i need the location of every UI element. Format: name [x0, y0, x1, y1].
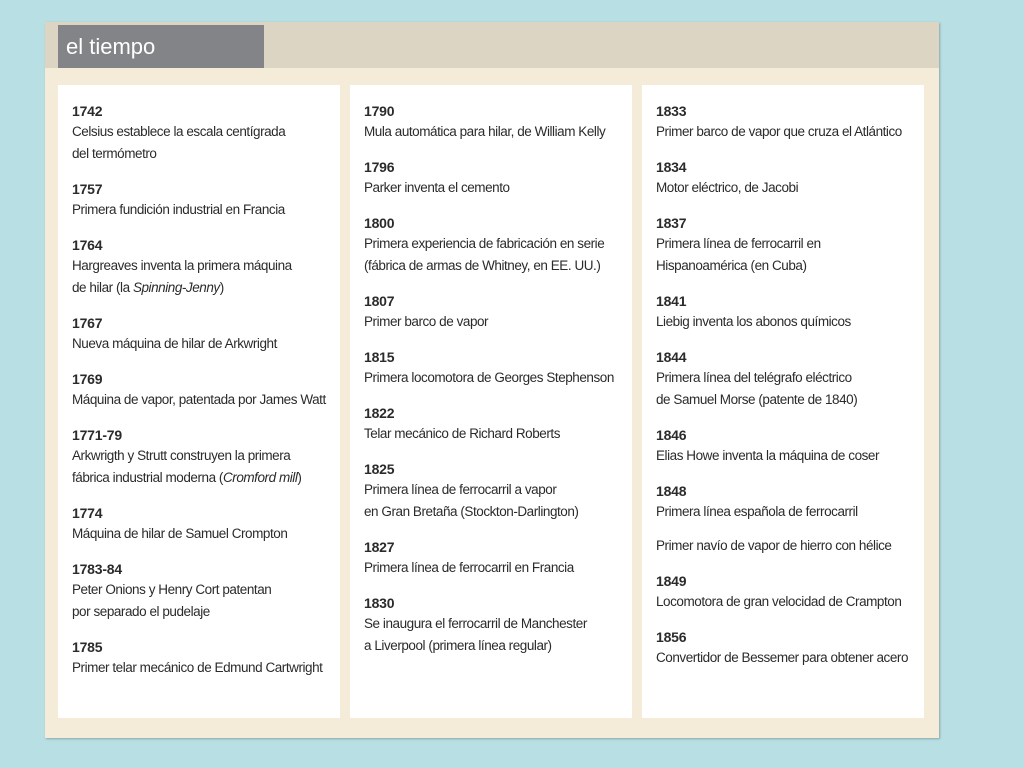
entry-line: [72, 333, 330, 355]
entry-line: [72, 389, 330, 411]
entry-line: [364, 613, 622, 635]
entry-year: 1846: [656, 427, 687, 443]
entry-text: Motor eléctrico, de Jacobi: [656, 180, 799, 195]
entry-line: [364, 255, 622, 277]
entry-line: [656, 121, 914, 143]
entry-year: 1769: [72, 371, 103, 387]
entry-line: [656, 367, 914, 389]
entry-year: 1800: [364, 215, 395, 231]
entry-description: [364, 121, 622, 143]
entry-text: del termómetro: [72, 146, 157, 161]
timeline-entry: [656, 535, 914, 557]
timeline-entry: [364, 347, 622, 389]
entry-year: 1790: [364, 103, 395, 119]
entry-year: 1771-79: [72, 427, 122, 443]
entry-year: 1833: [656, 103, 687, 119]
entry-text: Celsius establece la escala centígrada: [72, 124, 286, 139]
header-band: [45, 22, 939, 68]
entry-line: [72, 255, 330, 277]
entry-line: [656, 311, 914, 333]
entry-year: 1827: [364, 539, 395, 555]
timeline-entry: [72, 235, 330, 299]
entry-description: [656, 591, 914, 613]
entry-description: [72, 657, 330, 679]
entry-text: Primera locomotora de Georges Stephenson: [364, 370, 614, 385]
entry-line: [364, 233, 622, 255]
entry-text: Elias Howe inventa la máquina de coser: [656, 448, 880, 463]
entry-text: Primera línea de ferrocarril a vapor: [364, 482, 557, 497]
entry-text: de Samuel Morse (patente de 1840): [656, 392, 858, 407]
entry-line: [72, 579, 330, 601]
entry-text: ): [297, 470, 302, 485]
entry-line: [656, 591, 914, 613]
entry-text: ): [219, 280, 224, 295]
entry-line: [656, 501, 914, 523]
entry-description: [364, 479, 622, 523]
timeline-entry: [364, 593, 622, 657]
timeline-entry: [364, 403, 622, 445]
entry-line: [72, 523, 330, 545]
entry-text: Locomotora de gran velocidad de Crampton: [656, 594, 902, 609]
entry-description: [364, 311, 622, 333]
timeline-entry: [364, 157, 622, 199]
entry-year: 1774: [72, 505, 103, 521]
timeline-entry: [72, 425, 330, 489]
timeline-entry: [656, 101, 914, 143]
entry-year: 1825: [364, 461, 395, 477]
entry-description: [72, 199, 330, 221]
entry-line: [72, 467, 330, 489]
entry-line: [364, 423, 622, 445]
entry-description: [72, 255, 330, 299]
entry-text: Peter Onions y Henry Cort patentan: [72, 582, 272, 597]
timeline-entry: [656, 571, 914, 613]
entry-line: [656, 535, 914, 557]
entry-text: Nueva máquina de hilar de Arkwright: [72, 336, 277, 351]
entry-line: [364, 501, 622, 523]
entry-line: [72, 601, 330, 623]
entry-description: [72, 333, 330, 355]
entry-text: Hargreaves inventa la primera máquina: [72, 258, 292, 273]
entry-text: a Liverpool (primera línea regular): [364, 638, 552, 653]
entry-text: Primera línea española de ferrocarril: [656, 504, 858, 519]
timeline-entry: [72, 369, 330, 411]
timeline-entry: [656, 291, 914, 333]
timeline-entry: [656, 481, 914, 523]
timeline-entry: [72, 637, 330, 679]
entry-year: 1837: [656, 215, 687, 231]
timeline-entry: [72, 313, 330, 355]
timeline-entry: [72, 179, 330, 221]
panel-title: el tiempo: [58, 25, 264, 68]
entry-year: 1785: [72, 639, 103, 655]
entry-text: Liebig inventa los abonos químicos: [656, 314, 851, 329]
entry-description: [364, 177, 622, 199]
entry-line: [72, 445, 330, 467]
entry-italic-text: Spinning-Jenny: [132, 280, 220, 295]
entry-line: [656, 445, 914, 467]
entry-description: [72, 389, 330, 411]
entry-text: (fábrica de armas de Whitney, en EE. UU.): [364, 258, 601, 273]
entry-line: [656, 647, 914, 669]
entry-text: Parker inventa el cemento: [364, 180, 510, 195]
entry-text: por separado el pudelaje: [72, 604, 210, 619]
entry-line: [656, 255, 914, 277]
entry-line: [72, 199, 330, 221]
entry-italic-text: Cromford mill: [222, 470, 298, 485]
entry-text: Primer telar mecánico de Edmund Cartwright: [72, 660, 323, 675]
timeline-entry: [364, 213, 622, 277]
entry-text: Se inaugura el ferrocarril de Manchester: [364, 616, 587, 631]
entry-line: [364, 367, 622, 389]
entry-description: [656, 121, 914, 143]
entry-text: Primera fundición industrial en Francia: [72, 202, 285, 217]
entry-description: [364, 557, 622, 579]
entry-description: [364, 233, 622, 277]
entry-text: Máquina de vapor, patentada por James Watt: [72, 392, 326, 407]
timeline-entry: [72, 503, 330, 545]
entry-description: [72, 579, 330, 623]
timeline-column-1: [58, 85, 340, 718]
entry-year: 1815: [364, 349, 395, 365]
entry-text: Primera experiencia de fabricación en serie: [364, 236, 605, 251]
entry-year: 1848: [656, 483, 687, 499]
entry-description: [364, 613, 622, 657]
entry-description: [656, 367, 914, 411]
entry-line: [364, 479, 622, 501]
timeline-column-2: [350, 85, 632, 718]
entry-description: [364, 367, 622, 389]
entry-year: 1844: [656, 349, 687, 365]
entry-description: [656, 647, 914, 669]
entry-description: [656, 233, 914, 277]
entry-year: 1742: [72, 103, 103, 119]
entry-text: Primera línea de ferrocarril en: [656, 236, 821, 251]
timeline-column-3: [642, 85, 924, 718]
entry-description: [656, 501, 914, 523]
entry-year: 1783-84: [72, 561, 122, 577]
timeline-entry: [72, 559, 330, 623]
entry-text: Primer navío de vapor de hierro con hélice: [656, 538, 892, 553]
timeline-entry: [656, 627, 914, 669]
timeline-entry: [364, 101, 622, 143]
entry-line: [72, 657, 330, 679]
entry-text: fábrica industrial moderna (: [72, 470, 223, 485]
entry-text: Mula automática para hilar, de William Kelly: [364, 124, 606, 139]
timeline-entry: [364, 537, 622, 579]
entry-line: [656, 389, 914, 411]
entry-text: de hilar (la: [72, 280, 133, 295]
entry-text: en Gran Bretaña (Stockton-Darlington): [364, 504, 579, 519]
entry-description: [656, 535, 914, 557]
entry-text: Telar mecánico de Richard Roberts: [364, 426, 560, 441]
entry-line: [72, 143, 330, 165]
entry-description: [656, 177, 914, 199]
entry-line: [656, 177, 914, 199]
entry-text: Hispanoamérica (en Cuba): [656, 258, 807, 273]
entry-description: [656, 445, 914, 467]
entry-description: [656, 311, 914, 333]
entry-year: 1757: [72, 181, 103, 197]
timeline-entry: [656, 347, 914, 411]
entry-year: 1841: [656, 293, 687, 309]
entry-year: 1849: [656, 573, 687, 589]
timeline-panel: [45, 22, 939, 738]
entry-line: [656, 233, 914, 255]
entry-year: 1856: [656, 629, 687, 645]
entry-description: [72, 523, 330, 545]
timeline-entry: [364, 291, 622, 333]
entry-text: Primera línea de ferrocarril en Francia: [364, 560, 574, 575]
entry-description: [72, 445, 330, 489]
entry-year: 1830: [364, 595, 395, 611]
entry-description: [364, 423, 622, 445]
timeline-entry: [364, 459, 622, 523]
entry-line: [364, 635, 622, 657]
entry-text: Primer barco de vapor que cruza el Atlántico: [656, 124, 902, 139]
timeline-entry: [656, 157, 914, 199]
entry-text: Primera línea del telégrafo eléctrico: [656, 370, 852, 385]
entry-year: 1767: [72, 315, 103, 331]
entry-line: [364, 311, 622, 333]
entry-text: Convertidor de Bessemer para obtener acero: [656, 650, 908, 665]
entry-line: [72, 121, 330, 143]
entry-line: [364, 121, 622, 143]
entry-year: 1764: [72, 237, 103, 253]
entry-year: 1822: [364, 405, 395, 421]
entry-year: 1834: [656, 159, 687, 175]
entry-year: 1807: [364, 293, 395, 309]
entry-year: 1796: [364, 159, 395, 175]
timeline-entry: [656, 425, 914, 467]
entry-text: Arkwrigth y Strutt construyen la primera: [72, 448, 291, 463]
entry-line: [364, 557, 622, 579]
entry-text: Máquina de hilar de Samuel Crompton: [72, 526, 288, 541]
entry-line: [72, 277, 330, 299]
entry-description: [72, 121, 330, 165]
entry-line: [364, 177, 622, 199]
timeline-entry: [656, 213, 914, 277]
entry-text: Primer barco de vapor: [364, 314, 489, 329]
timeline-entry: [72, 101, 330, 165]
